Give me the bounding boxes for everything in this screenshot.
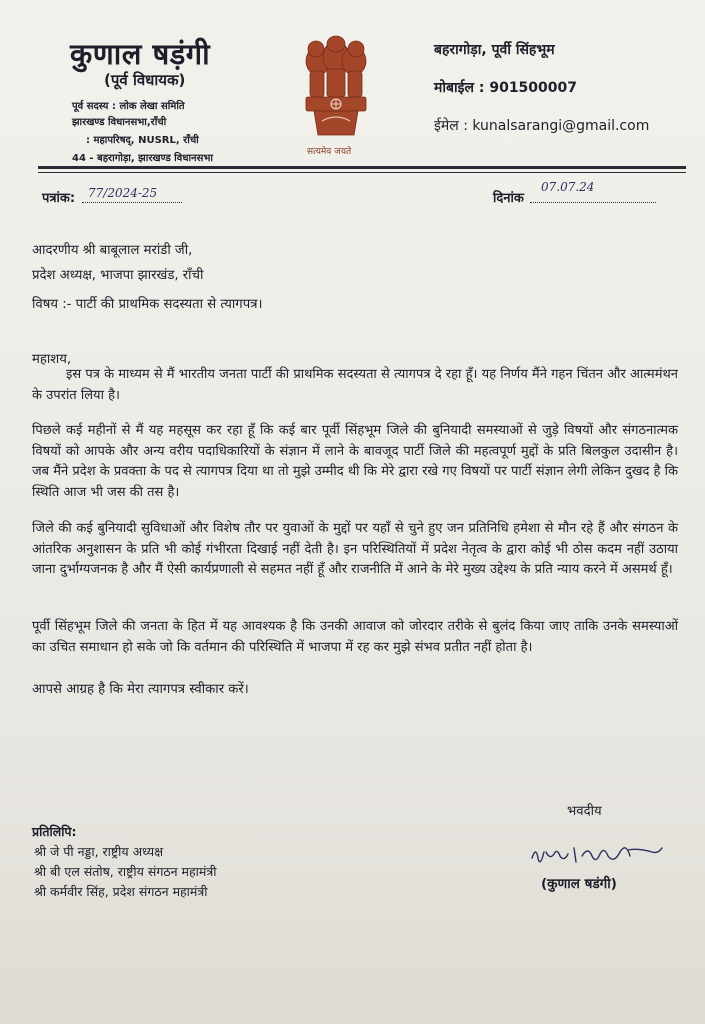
cc-item: श्री बी एल संतोष, राष्ट्रीय संगठन महामंत्री bbox=[34, 864, 217, 879]
body-paragraph-5: आपसे आग्रह है कि मेरा त्यागपत्र स्वीकार करें। bbox=[32, 682, 249, 697]
letterhead-mobile: मोबाईल : 901500007 bbox=[434, 80, 578, 96]
cc-heading: प्रतिलिपि: bbox=[32, 824, 77, 839]
body-paragraph-2: पिछले कई महीनों से मैं यह महसूस कर रहा हूँ कि कई बार पूर्वी सिंहभूम जिले की बुनियादी समस्याओं से जुड़े विषयों और संगठनात्मक विषयों को आपके और अन्य वरीय पदाधिकारियों के संज्ञान में लाने के बावजूद पार्टी जिले की महत्वपूर्ण मुद्दों के प्रति बिलकुल उदासीन है। जब मैंने प्रदेश के प्रवक्ता के पद से त्यागपत्र दिया था तो मुझे उम्मीद थी कि मेरे द्वारा रखे गए विषयों पर पार्टी संज्ञान लेगी लेकिन दुखद है कि स्थिति आज भी जस की तस है। bbox=[32, 423, 678, 500]
recipient-line-2: प्रदेश अध्यक्ष, भाजपा झारखंड, राँची bbox=[32, 268, 204, 283]
national-emblem-icon bbox=[300, 35, 372, 140]
letterhead-line-2: झारखण्ड विधानसभा,राँची bbox=[72, 117, 167, 128]
letterhead-line-3: : महापरिषद्, NUSRL, राँची bbox=[86, 135, 199, 146]
ref-dotted-line bbox=[82, 202, 182, 203]
salutation: महाशय, bbox=[32, 352, 72, 367]
header-divider-thin bbox=[38, 172, 686, 173]
letterhead-email: ईमेल : kunalsarangi@gmail.com bbox=[434, 118, 650, 134]
date-value: 07.07.24 bbox=[541, 180, 595, 194]
body-paragraph-3: जिले की कई बुनियादी सुविधाओं और विशेष तौर पर युवाओं के मुद्दों पर यहाँ से चुने हुए जन प्रतिनिधि हमेशा से मौन रहे हैं और संगठन के आंतरिक अनुशासन के प्रति भी कोई गंभीरता दिखाई नहीं देती है। इन परिस्थितियों में प्रदेश नेतृत्व के द्वारा कोई भी ठोस कदम नहीं उठाया जाना दुर्भाग्यजनक है और मैं ऐसी कार्यप्रणाली से सहमत नहीं हूँ और राजनीति में आने के मेरे मुख्य उद्देश्य के प्रति न्याय करने में असमर्थ हूँ। bbox=[32, 521, 678, 577]
closing-regards: भवदीय bbox=[567, 804, 602, 819]
header-divider bbox=[38, 166, 686, 169]
emblem-motto: सत्यमेव जयते bbox=[307, 147, 352, 157]
cc-item: श्री कर्मवीर सिंह, प्रदेश संगठन महामंत्री bbox=[34, 884, 208, 899]
date-dotted-line bbox=[530, 202, 656, 203]
subject-line: विषय :- पार्टी की प्राथमिक सदस्यता से त्यागपत्र। bbox=[32, 297, 263, 312]
closing-name: (कुणाल षडंगी) bbox=[541, 876, 617, 892]
letterhead-location: बहरागोड़ा, पूर्वी सिंहभूम bbox=[434, 42, 555, 58]
letterhead-line-1: पूर्व सदस्य : लोक लेखा समिति bbox=[72, 101, 185, 112]
ref-label: पत्रांक: bbox=[42, 191, 76, 206]
letterhead-line-4: 44 - बहरागोड़ा, झारखण्ड विधानसभा bbox=[72, 153, 213, 164]
signature-icon bbox=[528, 838, 668, 872]
recipient-line-1: आदरणीय श्री बाबूलाल मरांडी जी, bbox=[32, 243, 193, 258]
date-label: दिनांक bbox=[493, 191, 524, 206]
ref-number: 77/2024-25 bbox=[88, 186, 158, 200]
letterhead-role: (पूर्व विधायक) bbox=[104, 71, 186, 89]
body-paragraph-1: इस पत्र के माध्यम से मैं भारतीय जनता पार्टी की प्राथमिक सदस्यता से त्यागपत्र दे रहा हूँ। यह निर्णय मैंने गहन चिंतन और आत्ममंथन के उपरांत लिया है। bbox=[32, 367, 678, 403]
cc-item: श्री जे पी नड्डा, राष्ट्रीय अध्यक्ष bbox=[34, 844, 164, 859]
letterhead-name: कुणाल षड़ंगी bbox=[70, 37, 211, 71]
body-paragraph-4: पूर्वी सिंहभूम जिले की जनता के हित में यह आवश्यक है कि उनकी आवाज को जोरदार तरीके से बुलंद किया जाए ताकि उनके समस्याओं का उचित समाधान हो सके जो कि वर्तमान की परिस्थिति में भाजपा में रह कर मुझे संभव प्रतीत नहीं होता है। bbox=[32, 619, 678, 655]
